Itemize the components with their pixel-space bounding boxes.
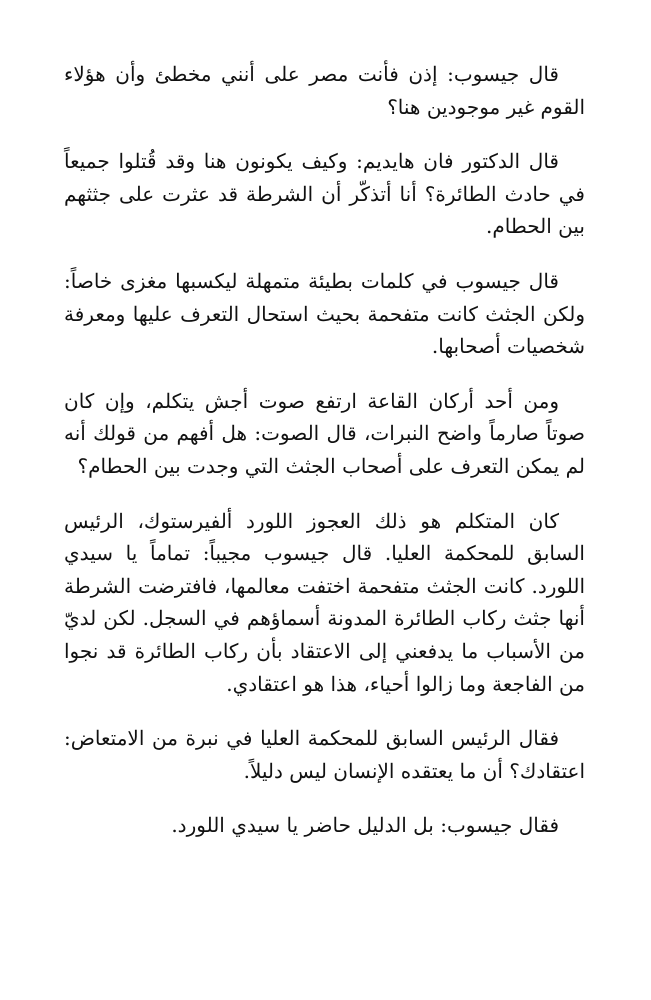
paragraph-4: ومن أحد أركان القاعة ارتفع صوت أجش يتكلم، وإن كان صوتاً صارماً واضح النبرات، قال الصوت: هل أفهم من قولك أنه لم يمكن التعرف على أصحاب الجثث التي وجدت بين الحطام؟ [64,388,585,478]
paragraph-7: فقال جيسوب: بل الدليل حاضر يا سيدي اللورد. [171,813,559,838]
paragraph-1: قال جيسوب: إذن فأنت مصر على أنني مخطئ وأن هؤلاء القوم غير موجودين هنا؟ [64,62,585,119]
paragraph-2: قال الدكتور فان هايديم: وكيف يكونون هنا وقد قُتلوا جميعاً في حادث الطائرة؟ أنا أتذكّر أن الشرطة قد عثرت على جثثهم بين الحطام. [64,149,585,239]
paragraph-3: قال جيسوب في كلمات بطيئة متمهلة ليكسبها مغزى خاصاً: ولكن الجثث كانت متفحمة بحيث استحال التعرف عليها ومعرفة شخصيات أصحابها. [64,268,585,359]
paragraph-5: كان المتكلم هو ذلك العجوز اللورد ألفيرستوك، الرئيس السابق للمحكمة العليا. قال جيسوب مجيباً: تماماً يا سيدي اللورد. كانت الجثث متفحمة اختفت معالمها، فافترضت الشرطة أنها جثث ركاب الطائرة المدونة أسماؤهم في السجل. لكن لديّ من الأسباب ما يدفعني إلى الاعتقاد بأن ركاب الطائرة قد نجوا من الفاجعة وما زالوا أحياء، هذا هو اعتقادي. [64,508,585,696]
paragraph-6: فقال الرئيس السابق للمحكمة العليا في نبرة من الامتعاض: اعتقادك؟ أن ما يعتقده الإنسان ليس دليلاً. [64,726,585,783]
